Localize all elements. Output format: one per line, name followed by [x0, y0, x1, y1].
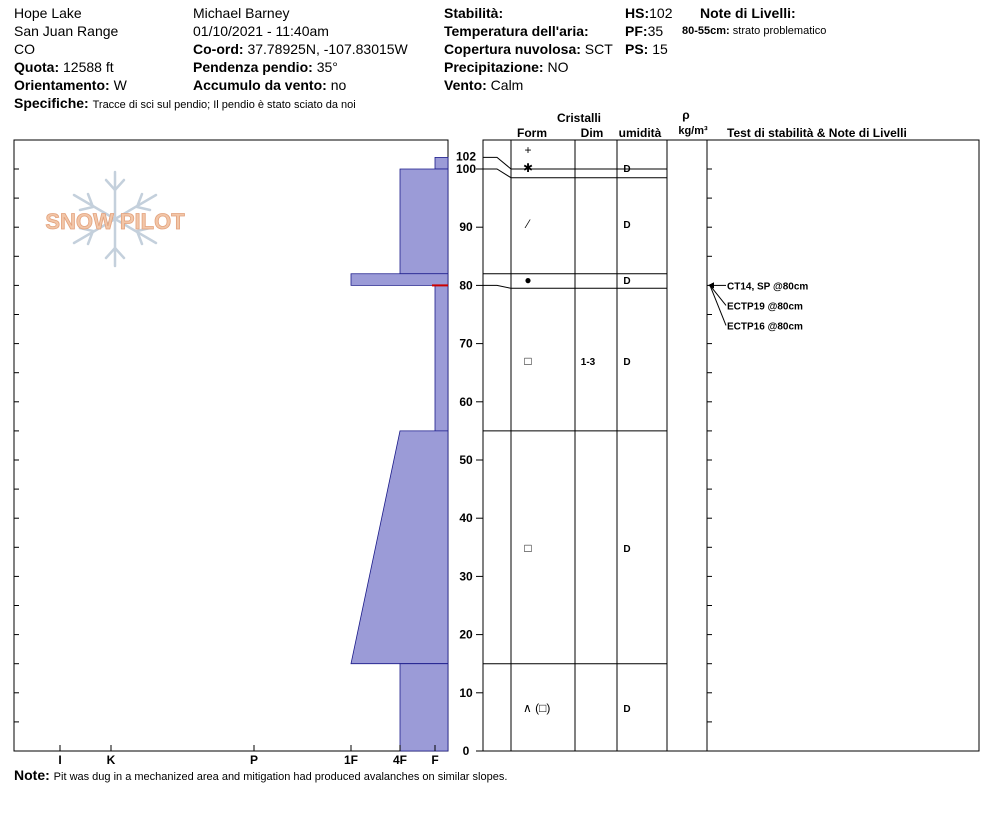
- depth-label: 50: [459, 453, 473, 467]
- grain-form: +: [524, 143, 532, 157]
- grain-form: □: [524, 354, 532, 368]
- grain-form: ✱: [522, 161, 534, 175]
- sky-cover: Copertura nuvolosa: SCT: [444, 41, 613, 57]
- state: CO: [14, 41, 35, 57]
- depth-label: 20: [459, 627, 473, 642]
- hardness-layer: [351, 431, 448, 664]
- precipitation: Precipitazione: NO: [444, 59, 569, 75]
- layer-table-frame: [483, 140, 979, 751]
- hardness-tick-label: 1F: [343, 753, 359, 767]
- grain-form: □: [524, 541, 532, 555]
- moisture: D: [623, 164, 631, 175]
- coordinates: Co-ord: 37.78925N, -107.83015W: [193, 41, 408, 57]
- grain-form: ⁄: [526, 217, 530, 231]
- specifics: Specifiche: Tracce di sci sul pendio; Il pendio è stato sciato da noi: [14, 95, 356, 111]
- test-leader: [710, 285, 726, 325]
- hardness-layer: [400, 169, 448, 274]
- form-header: Form: [517, 126, 547, 140]
- depth-connector: [483, 169, 511, 178]
- density-unit: kg/m³: [678, 125, 708, 137]
- depth-label: 10: [459, 685, 473, 700]
- hardness-layer: [435, 157, 448, 169]
- stability: Stabilità:: [444, 5, 504, 21]
- hardness-tick-label: P: [249, 753, 259, 767]
- size-header: Dim: [580, 126, 604, 140]
- hardness-profile: [351, 157, 448, 751]
- depth-label: 80: [459, 278, 473, 293]
- hardness-layer: [435, 285, 448, 431]
- tests-header: Test di stabilità & Note di Livelli: [727, 126, 907, 140]
- moisture: D: [623, 704, 631, 715]
- moisture: D: [623, 544, 631, 555]
- depth-label: 70: [459, 336, 473, 351]
- depth-label: 40: [459, 511, 473, 526]
- moisture: D: [623, 357, 631, 368]
- right-tick-marks: [707, 169, 712, 722]
- test-result: CT14, SP @80cm: [727, 281, 809, 293]
- moisture: D: [623, 220, 631, 231]
- left-tick-marks: [14, 169, 19, 722]
- wind: Vento: Calm: [444, 77, 524, 93]
- watermark-text: SNOW PILOT: [45, 209, 185, 234]
- moisture-header: umidità: [618, 126, 662, 140]
- depth-label: 100: [455, 162, 477, 176]
- hardness-tick-label: K: [106, 753, 116, 767]
- depth-connector: [483, 157, 511, 169]
- datetime: 01/10/2021 - 11:40am: [193, 23, 329, 39]
- test-result: ECTP19 @80cm: [727, 301, 803, 313]
- slope-angle: Pendenza pendio: 35°: [193, 59, 338, 75]
- grain-form: ●: [524, 273, 532, 287]
- depth-label: 30: [459, 569, 473, 584]
- grain-form: ∧ (□): [523, 701, 551, 715]
- moisture: D: [623, 276, 631, 287]
- hardness-tick-label: I: [58, 753, 62, 767]
- elevation: Quota: 12588 ft: [14, 59, 114, 75]
- depth-label: 60: [459, 394, 473, 409]
- layer-notes-title: Note di Livelli:: [700, 5, 796, 21]
- wind-loading: Accumulo da vento: no: [193, 77, 347, 93]
- layer-note: 80-55cm: strato problematico: [682, 25, 827, 37]
- footer-note: Note: Pit was dug in a mechanized area and mitigation had produced avalanches on similar slopes.: [14, 767, 508, 783]
- crystals-header: Cristalli: [556, 111, 602, 125]
- hardness-layer: [400, 664, 448, 751]
- ps: PS: 15: [625, 41, 668, 57]
- depth-axis: [456, 149, 483, 758]
- range: San Juan Range: [14, 23, 119, 39]
- snowpilot-watermark: [45, 172, 185, 266]
- pf: PF:35: [625, 23, 664, 39]
- location: Hope Lake: [14, 5, 82, 21]
- air-temperature: Temperatura dell'aria:: [444, 23, 589, 39]
- observer: Michael Barney: [193, 5, 290, 21]
- test-leader: [710, 285, 726, 305]
- aspect: Orientamento: W: [14, 77, 127, 93]
- hardness-tick-label: 4F: [392, 753, 408, 767]
- depth-label: 102: [455, 149, 477, 164]
- depth-connector: [483, 285, 511, 288]
- grain-size: 1-3: [580, 357, 596, 368]
- density-symbol: ρ: [682, 108, 690, 122]
- hardness-layer: [351, 274, 448, 286]
- depth-label: 90: [459, 220, 473, 235]
- depth-label: 0: [462, 744, 470, 758]
- test-result: ECTP16 @80cm: [727, 321, 803, 333]
- hardness-axis: [58, 745, 438, 767]
- hs: HS:102: [625, 5, 673, 21]
- hardness-tick-label: F: [431, 753, 439, 767]
- stability-tests: [708, 281, 808, 332]
